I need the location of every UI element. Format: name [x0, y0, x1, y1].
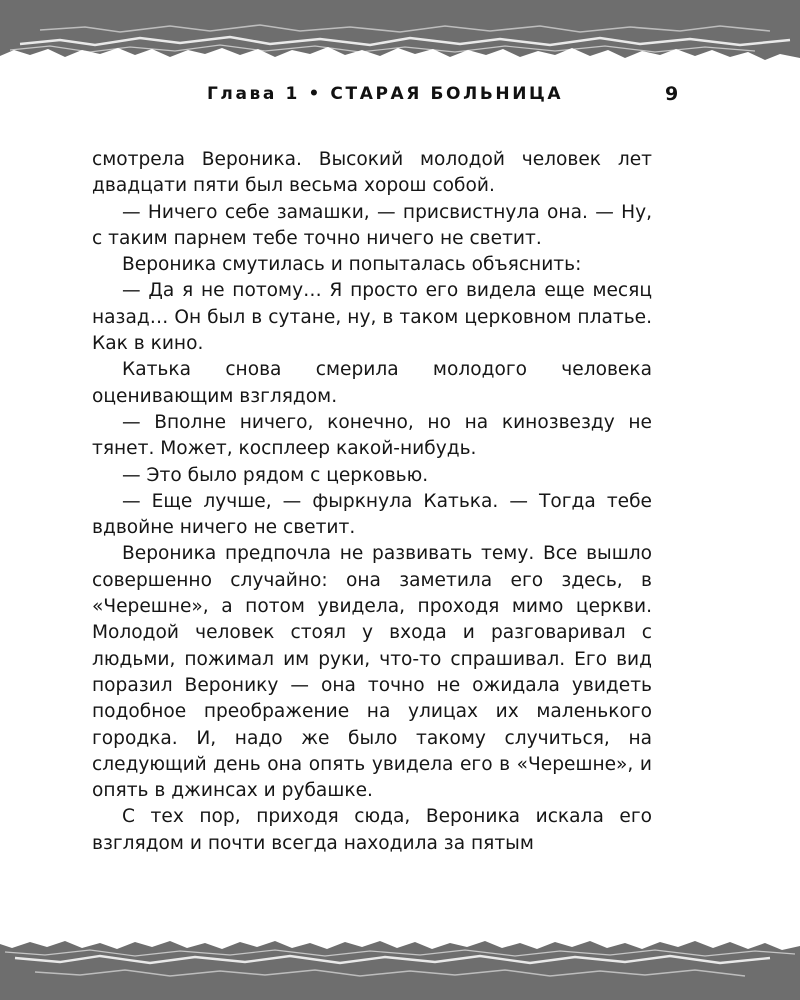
- top-decorative-band: [0, 0, 800, 70]
- chapter-title: Глава 1 • СТАРАЯ БОЛЬНИЦА: [207, 84, 564, 104]
- paragraph: — Ничего себе замашки, — присвистнула она. — Ну, с таким парнем тебе точно ничего не светит.: [92, 201, 652, 249]
- bottom-decorative-band: [0, 930, 800, 1000]
- paragraph: Вероника предпочла не развивать тему. Все вышло совершенно случайно: она заметила его здесь, в «Черешне», а потом увидела, проходя мимо церкви. Молодой человек стоял у входа и разговаривал с людьми, пожимал им руки, что-то спрашивал. Его вид поразил Веронику — она точно не ожидала увидеть подобное преображение на улицах их маленького городка. И, надо же было такому случиться, на следующий день она опять увидела его в «Черешне», и опять в джинсах и рубашке.: [92, 543, 652, 802]
- paragraph: смотрела Вероника. Высокий молодой человек лет двадцати пяти был весьма хорош собой.: [92, 149, 652, 197]
- paragraph: — Да я не потому… Я просто его видела еще месяц назад… Он был в сутане, ну, в таком церковном платье. Как в кино.: [92, 280, 652, 355]
- paragraph: — Вполне ничего, конечно, но на кинозвезду не тянет. Может, косплеер какой-нибудь.: [92, 411, 652, 460]
- running-head: [0, 84, 800, 114]
- paragraph: — Еще лучше, — фыркнула Катька. — Тогда тебе вдвойне ничего не светит.: [92, 490, 652, 539]
- paragraph: С тех пор, приходя сюда, Вероника искала его взглядом и почти всегда находила за пятым: [92, 806, 652, 854]
- paragraph: — Это было рядом с церковью.: [122, 464, 429, 486]
- paragraph: Катька снова смерила молодого человека оценивающим взглядом.: [92, 359, 652, 407]
- body-text: [92, 147, 652, 857]
- page-number: 9: [665, 83, 679, 105]
- paragraph: Вероника смутилась и попыталась объяснить:: [122, 254, 582, 276]
